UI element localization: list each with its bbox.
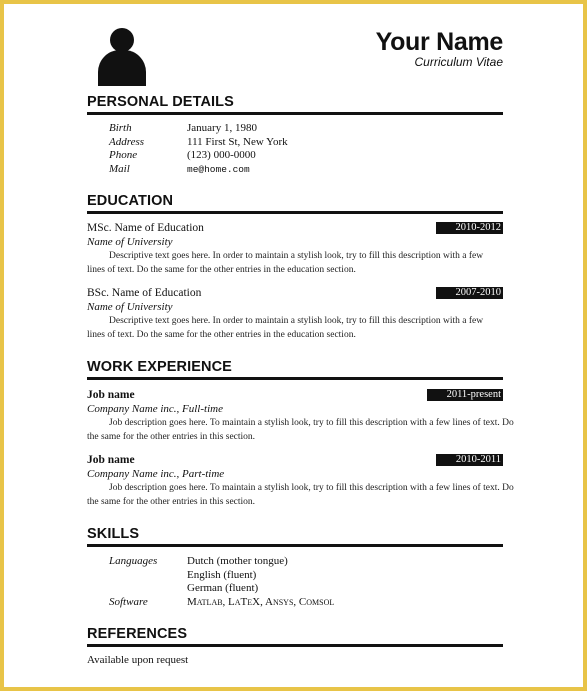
skills-list	[109, 555, 334, 609]
skill-value: Dutch (mother tongue)	[187, 555, 288, 567]
degree-name: BSc. Name of Education	[87, 287, 202, 299]
section-title-work: WORK EXPERIENCE	[87, 359, 503, 380]
skills-label-spacer	[109, 569, 187, 583]
skills-row-languages	[109, 555, 334, 569]
company-name: Company Name inc., Full-time	[87, 403, 223, 415]
avatar-icon	[98, 28, 146, 86]
section-title-personal: PERSONAL DETAILS	[87, 94, 503, 115]
institution-name: Name of University	[87, 236, 173, 248]
date-badge: 2011-present	[427, 389, 503, 401]
education-description: Descriptive text goes here. In order to maintain a stylish look, try to fill this description with a few lines of text. Do the same for the other entries in the education section.	[87, 251, 484, 275]
skills-row-languages	[109, 569, 334, 583]
work-description: Job description goes here. To maintain a stylish look, try to fill this description with a few lines of text. Do the same for the other entries in this section.	[87, 483, 514, 507]
skills-row-languages	[109, 582, 334, 596]
section-title-references: REFERENCES	[87, 626, 503, 647]
education-entry-title	[87, 287, 503, 299]
personal-label: Mail	[109, 162, 130, 175]
date-badge: 2010-2011	[436, 454, 503, 466]
work-entry-title	[87, 454, 503, 466]
institution-name: Name of University	[87, 301, 173, 313]
email-link[interactable]: me@home.com	[187, 163, 250, 175]
personal-label: Phone	[109, 149, 138, 161]
section-title-education: EDUCATION	[87, 193, 503, 214]
skill-value: English (fluent)	[187, 568, 257, 581]
personal-value: January 1, 1980	[187, 122, 257, 134]
personal-row-phone	[109, 149, 288, 163]
date-badge: 2010-2012	[436, 222, 504, 234]
education-entry-title	[87, 222, 503, 234]
company-name: Company Name inc., Part-time	[87, 468, 225, 480]
personal-value: (123) 000-0000	[187, 149, 256, 161]
education-description: Descriptive text goes here. In order to maintain a stylish look, try to fill this description with a few lines of text. Do the same for the other entries in the education section.	[87, 316, 484, 340]
personal-row-birth	[109, 122, 288, 136]
skills-row-software	[109, 596, 334, 610]
personal-row-mail	[109, 163, 288, 177]
personal-label: Birth	[109, 122, 132, 134]
degree-name: MSc. Name of Education	[87, 222, 204, 234]
personal-details-list	[109, 122, 288, 176]
skills-label: Software	[109, 595, 148, 608]
skills-label: Languages	[109, 555, 158, 567]
cv-name: Your Name	[375, 28, 503, 56]
personal-value: 111 First St, New York	[187, 135, 288, 148]
personal-label: Address	[109, 135, 145, 148]
skills-label-spacer	[109, 582, 187, 596]
work-entry-title	[87, 389, 503, 401]
cv-page	[4, 4, 583, 687]
skill-value: Matlab, LaTeX, Ansys, Comsol	[187, 595, 335, 608]
personal-row-address	[109, 136, 288, 150]
section-title-skills: SKILLS	[87, 526, 503, 547]
skill-value: German (fluent)	[187, 582, 259, 594]
job-name: Job name	[87, 454, 135, 466]
references-text: Available upon request	[87, 654, 189, 666]
work-description: Job description goes here. To maintain a stylish look, try to fill this description with a few lines of text. Do the same for the other entries in this section.	[87, 418, 514, 442]
cv-subtitle: Curriculum Vitae	[414, 55, 503, 69]
date-badge: 2007-2010	[436, 287, 504, 299]
job-name: Job name	[87, 389, 135, 401]
